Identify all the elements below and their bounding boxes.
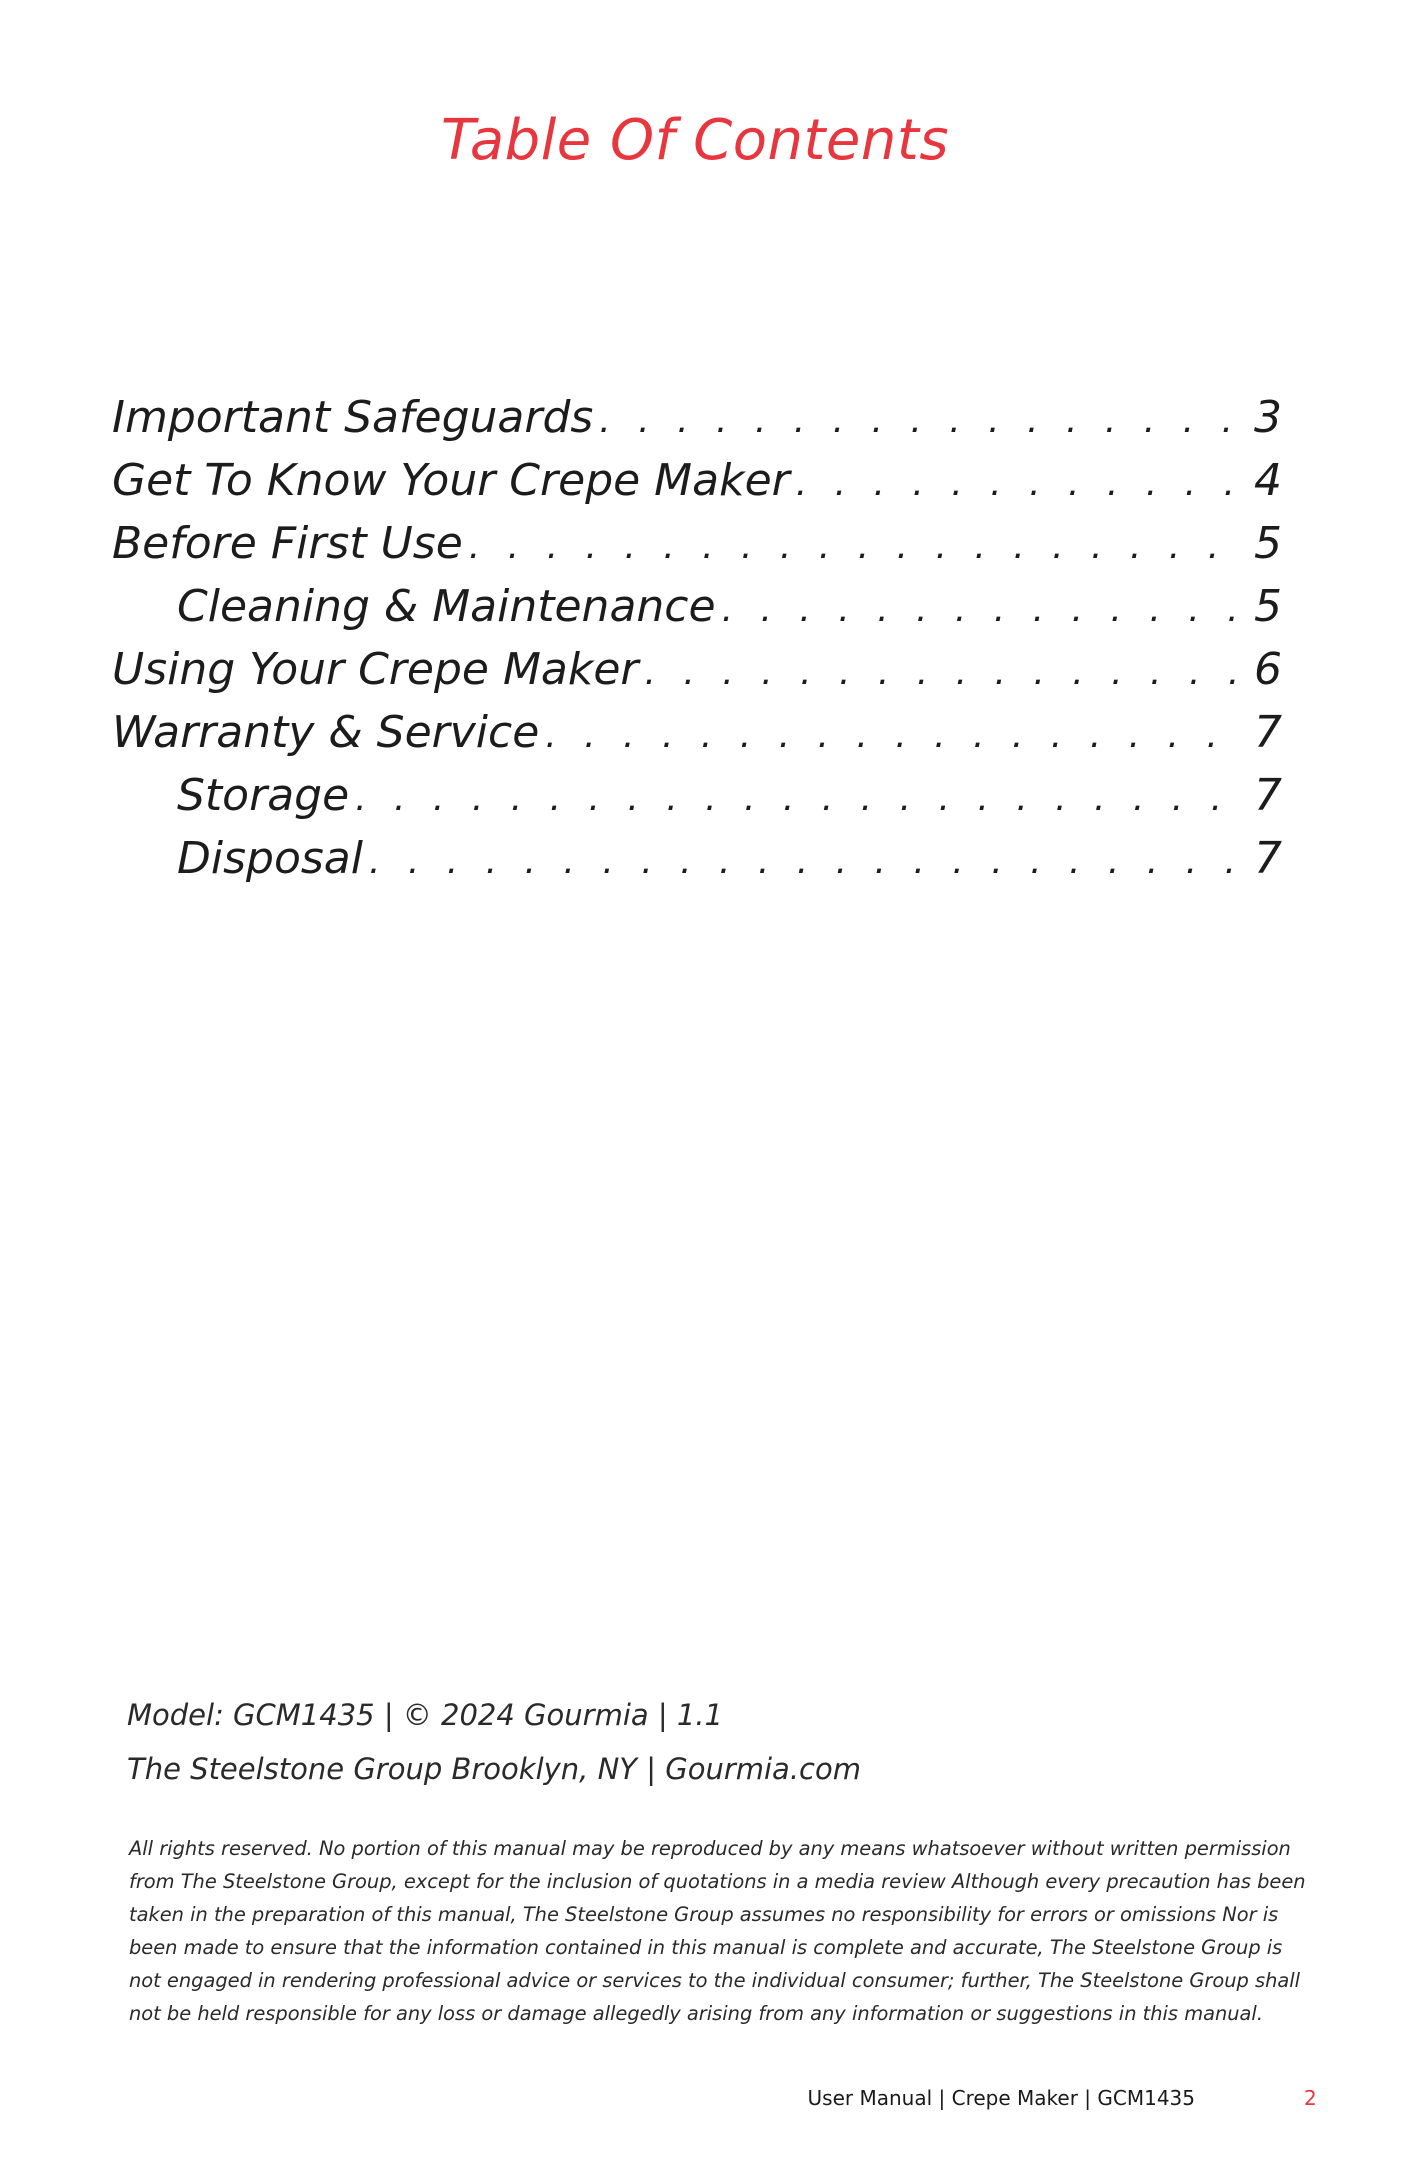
page-number: 2 <box>1304 2086 1317 2110</box>
toc-dot-leader <box>355 769 1242 829</box>
toc-entry-page: 6 <box>1254 644 1282 695</box>
toc-entry-label: Warranty & Service <box>112 707 540 758</box>
legal-notice: All rights reserved. No portion of this manual may be reproduced by any means whatsoever without written permission from The Steelstone Group, except for the inclusion of quotations in a media review Although every precaution has been taken in the preparation of this manual, The Steelstone Group assumes no responsibility for errors or omissions Nor is been made to ensure that the information contained in this manual is complete and accurate, The Steelstone Group is not engaged in rendering professional advice or services to the individual consumer; further, The Steelstone Group shall not be held responsible for any loss or damage allegedly arising from any information or suggestions in this manual. <box>129 1837 1306 2025</box>
toc-entry-label: Important Safeguards <box>112 392 594 443</box>
toc-entry-label: Cleaning & Maintenance <box>177 581 716 632</box>
toc-entry-before-first-use[interactable] <box>112 514 1282 577</box>
toc-entry-label: Using Your Crepe Maker <box>112 644 639 695</box>
toc-entry-page: 7 <box>1254 707 1282 758</box>
toc-dot-leader <box>722 580 1242 640</box>
page-title: Table Of Contents <box>441 108 949 173</box>
toc-entry-label: Get To Know Your Crepe Maker <box>112 455 790 506</box>
toc-dot-leader <box>796 454 1242 514</box>
document-label: User Manual | Crepe Maker | GCM1435 <box>807 2086 1195 2110</box>
toc-entry-cleaning-maintenance[interactable] <box>112 577 1282 640</box>
toc-entry-label: Storage <box>177 770 350 821</box>
toc-entry-get-to-know[interactable] <box>112 451 1282 514</box>
toc-entry-page: 7 <box>1254 770 1282 821</box>
toc-entry-disposal[interactable] <box>112 829 1282 892</box>
toc-entry-warranty-service[interactable] <box>112 703 1282 766</box>
company-line: The Steelstone Group Brooklyn, NY | Gourmia.com <box>127 1752 861 1786</box>
toc-entry-page: 3 <box>1254 392 1282 443</box>
toc-dot-leader <box>545 706 1242 766</box>
toc-entry-using-crepe-maker[interactable] <box>112 640 1282 703</box>
toc-dot-leader <box>645 643 1242 703</box>
toc-entry-important-safeguards[interactable] <box>112 388 1282 451</box>
toc-entry-page: 4 <box>1254 455 1282 506</box>
page-footer <box>0 2086 1408 2116</box>
toc-entry-label: Disposal <box>177 833 363 884</box>
toc-dot-leader <box>469 517 1242 577</box>
toc-entry-page: 5 <box>1254 518 1282 569</box>
toc-entry-storage[interactable] <box>112 766 1282 829</box>
toc-entry-page: 7 <box>1254 833 1282 884</box>
table-of-contents <box>112 388 1282 892</box>
publication-info <box>127 1688 1307 1796</box>
toc-entry-page: 5 <box>1254 581 1282 632</box>
toc-dot-leader <box>369 832 1242 892</box>
toc-dot-leader <box>599 391 1242 451</box>
toc-entry-label: Before First Use <box>112 518 463 569</box>
model-line: Model: GCM1435 | © 2024 Gourmia | 1.1 <box>127 1698 723 1732</box>
